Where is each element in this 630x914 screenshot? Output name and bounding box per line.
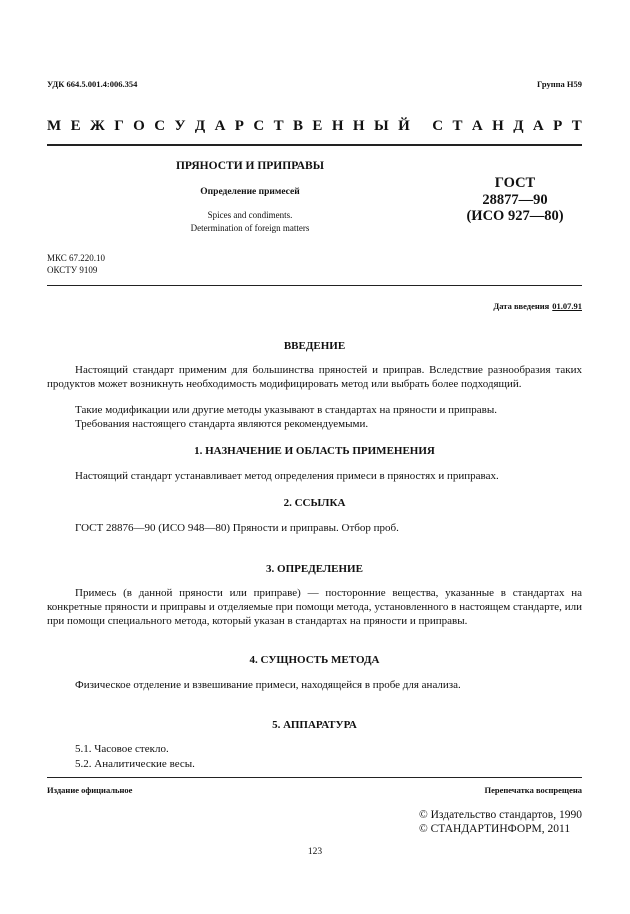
official-edition-label: Издание официальное: [47, 785, 133, 795]
section-5-heading: 5. АППАРАТУРА: [272, 719, 357, 731]
english-title: [130, 209, 370, 235]
banner-letter: Т: [273, 118, 284, 134]
classification-codes: [47, 253, 105, 276]
banner-letter: Й: [398, 118, 410, 134]
mks-code: МКС 67.220.10: [47, 253, 106, 263]
iso-number: (ИСО 927—80): [466, 208, 564, 224]
banner-letter: О: [133, 118, 145, 134]
banner-letter: С: [253, 118, 265, 134]
intro-paragraph-1: Настоящий стандарт применим для большинства пряностей и приправ. Вследствие разнообразия таких продуктов может возникнуть необходимость модифицировать метод или выбрать более подходящий.: [47, 364, 582, 390]
section-1-text: Настоящий стандарт устанавливает метод определения примеси в пряностях и приправах.: [75, 470, 499, 482]
apparatus-item-1: 5.1. Часовое стекло.: [75, 743, 169, 755]
banner-letter: Р: [553, 118, 563, 134]
banner-letter: У: [174, 118, 186, 134]
banner-letter: А: [532, 118, 544, 134]
english-title-line1: Spices and condiments.: [207, 210, 293, 220]
header-divider: [47, 144, 582, 146]
english-title-line2: Determination of foreign matters: [190, 223, 310, 233]
gost-number: 28877—90: [482, 191, 548, 208]
banner-letter: С: [432, 118, 444, 134]
section-4-text: Физическое отделение и взвешивание примеси, находящейся в пробе для анализа.: [75, 679, 461, 691]
effective-date-label: Дата введения: [493, 301, 550, 311]
standard-banner: [47, 118, 582, 135]
banner-letter: Н: [331, 118, 344, 134]
banner-letter: Ы: [373, 118, 389, 134]
section-2-text: ГОСТ 28876—90 (ИСО 948—80) Пряности и приправы. Отбор проб.: [75, 522, 399, 534]
udk-code: УДК 664.5.001.4:006.354: [47, 79, 138, 89]
copyright-line-1: © Издательство стандартов, 1990: [418, 809, 582, 821]
banner-letter: Д: [194, 118, 206, 134]
reprint-prohibited-label: Перепечатка воспрещена: [484, 785, 582, 795]
banner-letter: Н: [352, 118, 365, 134]
banner-letter: Н: [492, 118, 504, 134]
banner-letter: В: [293, 118, 304, 134]
okstu-code: ОКСТУ 9109: [47, 264, 98, 275]
intro-paragraph-3: Требования настоящего стандарта являются рекомендуемыми.: [75, 418, 369, 430]
gost-number-block: [455, 175, 575, 225]
banner-letter: Ж: [89, 118, 105, 134]
intro-paragraph-2: Такие модификации или другие методы указывают в стандартах на пряности и приправы.: [75, 404, 497, 416]
banner-letter: С: [154, 118, 166, 134]
group-code: Группа Н59: [536, 79, 582, 89]
section-1-heading: 1. НАЗНАЧЕНИЕ И ОБЛАСТЬ ПРИМЕНЕНИЯ: [194, 445, 435, 457]
copyright-line-2: © СТАНДАРТИНФОРМ, 2011: [418, 823, 571, 835]
banner-letter: Е: [70, 118, 81, 134]
gost-label: ГОСТ: [494, 175, 536, 191]
title-block: [130, 160, 370, 235]
banner-letter: Р: [234, 118, 244, 134]
banner-letter: А: [214, 118, 226, 134]
section-3-heading: 3. ОПРЕДЕЛЕНИЕ: [266, 563, 363, 575]
classification-divider: [47, 285, 582, 286]
effective-date: [493, 301, 582, 311]
banner-letter: Т: [571, 118, 582, 134]
section-3-text: Примесь (в данной пряности или приправе) — посторонние вещества, указанные в стандартах на конкретные пряности и приправы и отделяемые при помощи метода, установленного в настоящем стандарте, или при помощи специального метода, который указан в стандартах на пряности и приправы.: [47, 587, 582, 627]
section-2-heading: 2. ССЫЛКА: [283, 497, 346, 509]
section-4-heading: 4. СУЩНОСТЬ МЕТОДА: [249, 654, 380, 666]
document-subtitle: Определение примесей: [200, 187, 300, 197]
intro-heading: ВВЕДЕНИЕ: [283, 340, 346, 352]
banner-letter: Г: [114, 118, 124, 134]
apparatus-item-2: 5.2. Аналитические весы.: [75, 758, 195, 770]
banner-gap: [419, 118, 423, 135]
effective-date-value: 01.07.91: [552, 301, 582, 311]
page-number: 123: [307, 847, 323, 857]
banner-letter: М: [47, 118, 62, 134]
banner-letter: Т: [452, 118, 463, 134]
banner-letter: Е: [312, 118, 323, 134]
footer-divider: [47, 777, 582, 778]
document-title: ПРЯНОСТИ И ПРИПРАВЫ: [175, 160, 325, 172]
banner-letter: А: [471, 118, 483, 134]
copyright-block: [419, 808, 582, 836]
banner-letter: Д: [513, 118, 524, 134]
